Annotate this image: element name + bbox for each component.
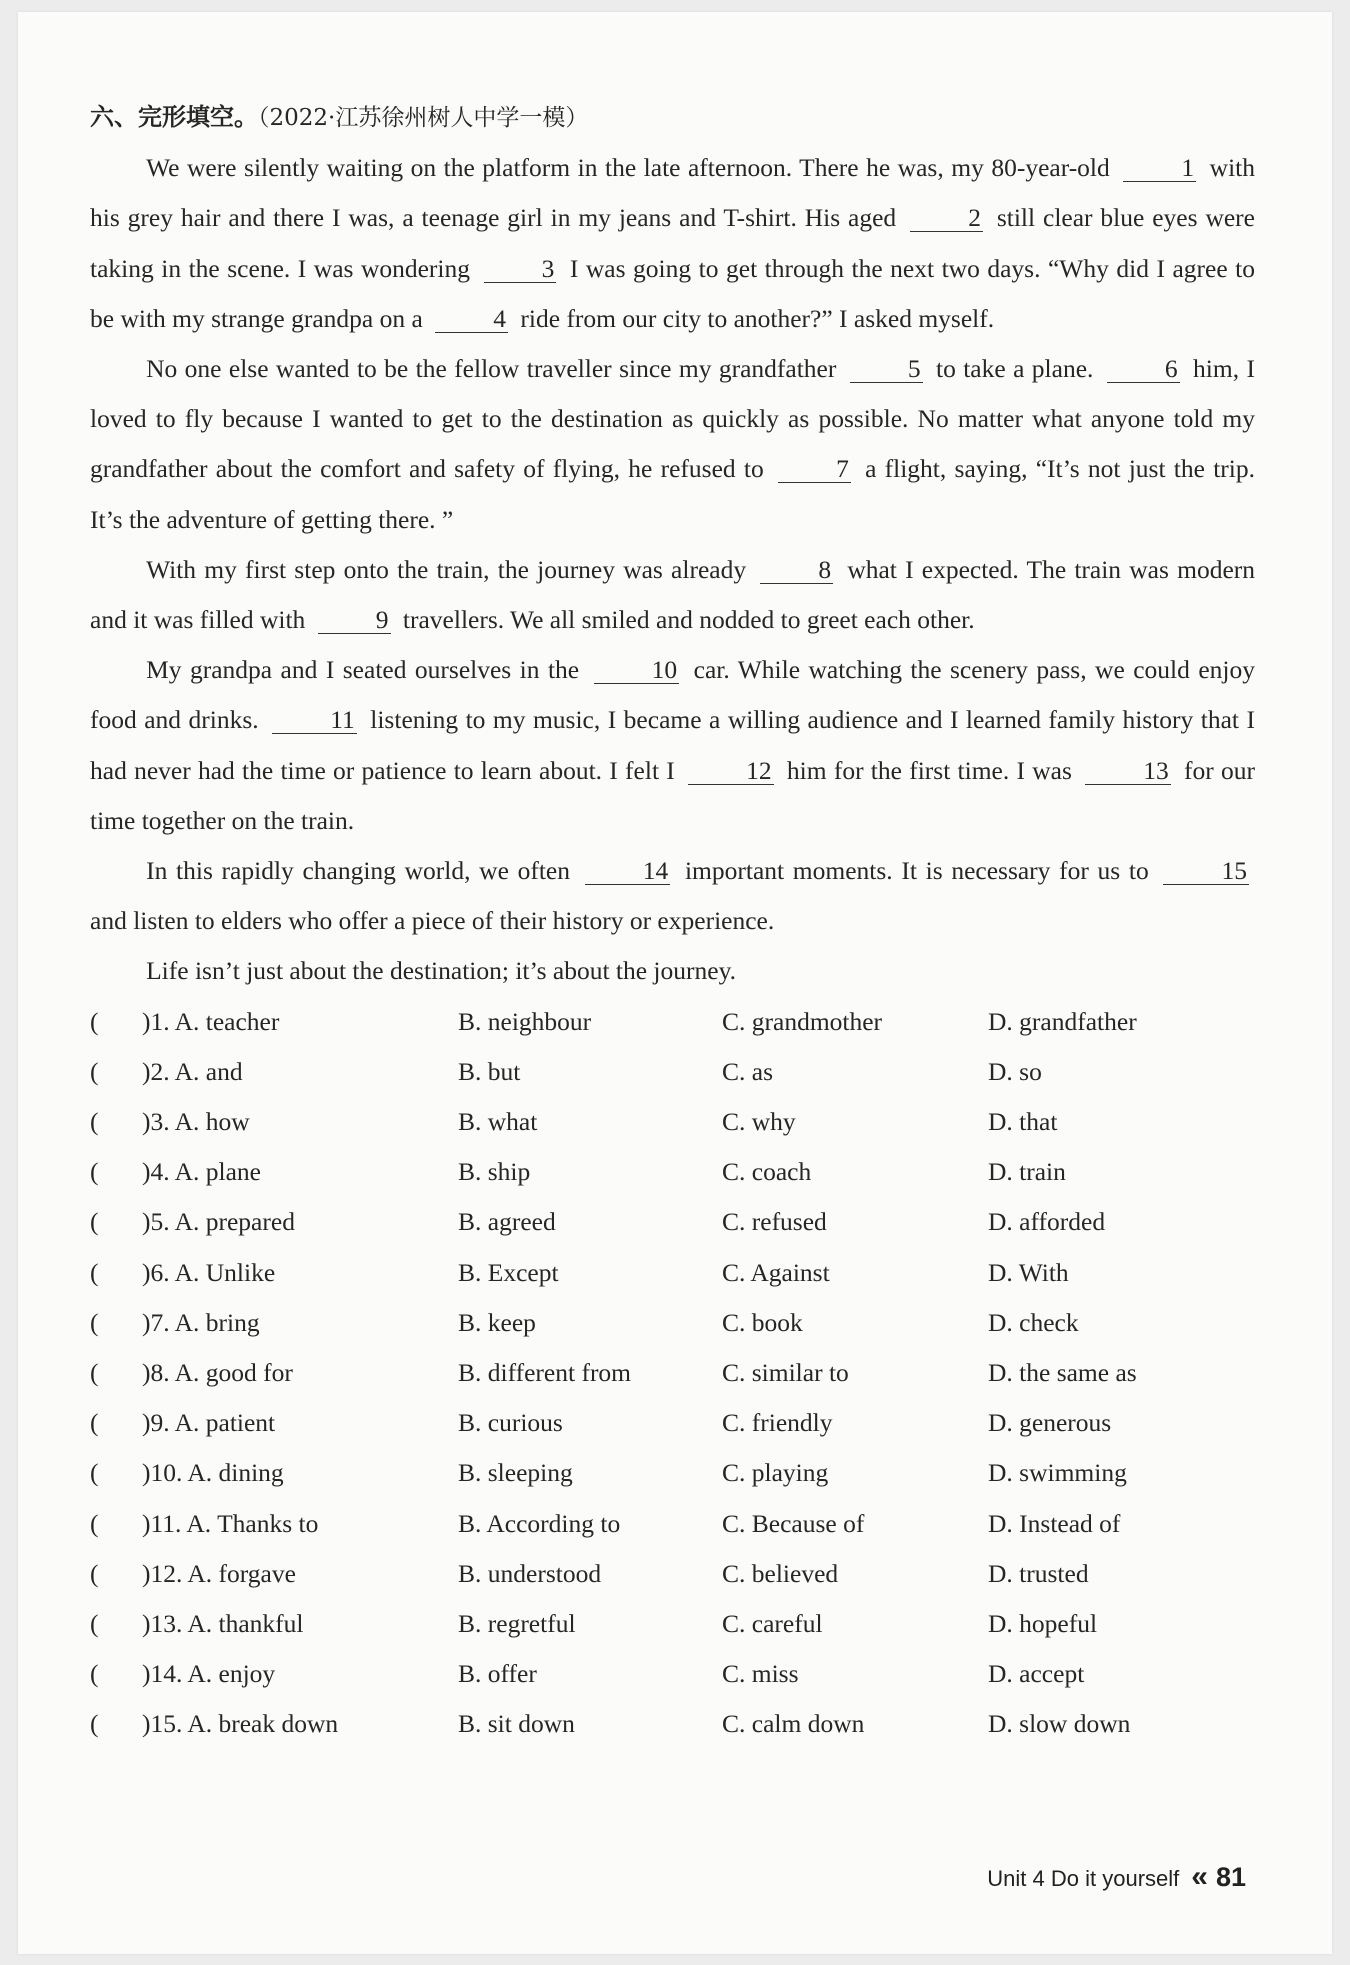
question-row-6 bbox=[90, 1248, 1255, 1298]
blank-5[interactable]: 5 bbox=[850, 356, 923, 383]
option-d: D. With bbox=[988, 1257, 1069, 1287]
passage-text: I was going to get through the next two days. “Why did I agree to be with my strange grandpa on a bbox=[90, 253, 1256, 333]
blank-13[interactable]: 13 bbox=[1085, 758, 1171, 785]
question-row-12 bbox=[90, 1549, 1255, 1599]
option-a: )9. A. patient bbox=[142, 1408, 276, 1438]
option-c: C. refused bbox=[722, 1207, 827, 1237]
option-d: D. that bbox=[988, 1107, 1058, 1137]
question-row-14 bbox=[90, 1649, 1255, 1699]
option-d: D. swimming bbox=[988, 1458, 1127, 1488]
question-row-15 bbox=[90, 1699, 1255, 1749]
option-b: B. regretful bbox=[458, 1608, 576, 1638]
passage-text: My grandpa and I seated ourselves in the bbox=[146, 655, 588, 685]
exercise-content bbox=[90, 92, 1255, 1749]
option-a: )10. A. dining bbox=[142, 1458, 284, 1488]
option-d: D. trusted bbox=[988, 1558, 1089, 1588]
question-row-10 bbox=[90, 1448, 1255, 1498]
question-row-4 bbox=[90, 1147, 1255, 1197]
option-b: B. understood bbox=[458, 1558, 602, 1588]
passage-text: No one else wanted to be the fellow traveller since my grandfather bbox=[146, 354, 844, 384]
page-footer bbox=[987, 1860, 1246, 1894]
option-a: )12. A. forgave bbox=[142, 1558, 296, 1588]
passage-text: a flight, saying, “It’s not just the trip. It’s the adventure of getting there. ” bbox=[90, 454, 1255, 534]
passage-paragraph bbox=[90, 344, 1255, 545]
passage-text: With my first step onto the train, the journey was already bbox=[146, 554, 755, 584]
option-c: C. miss bbox=[722, 1659, 799, 1689]
option-b: B. agreed bbox=[458, 1207, 556, 1237]
option-b: B. sit down bbox=[458, 1709, 575, 1739]
option-a: )11. A. Thanks to bbox=[142, 1508, 319, 1538]
answer-bracket[interactable]: ( bbox=[90, 1006, 99, 1036]
option-b: B. different from bbox=[458, 1357, 632, 1387]
option-b: B. but bbox=[458, 1056, 521, 1086]
answer-bracket[interactable]: ( bbox=[90, 1608, 99, 1638]
option-c: C. coach bbox=[722, 1157, 812, 1187]
question-row-7 bbox=[90, 1298, 1255, 1348]
option-c: C. careful bbox=[722, 1608, 823, 1638]
section-title-source: （2022·江苏徐州树人中学一模） bbox=[258, 105, 589, 131]
answer-bracket[interactable]: ( bbox=[90, 1508, 99, 1538]
answer-bracket[interactable]: ( bbox=[90, 1207, 99, 1237]
answer-options bbox=[90, 997, 1255, 1750]
option-c: C. Against bbox=[722, 1257, 830, 1287]
blank-10[interactable]: 10 bbox=[594, 657, 680, 684]
passage-text: In this rapidly changing world, we often bbox=[146, 856, 579, 886]
option-a: )13. A. thankful bbox=[142, 1608, 304, 1638]
passage-text: him, I loved to fly because I wanted to get to the destination as quickly as possible. No matter what anyone told my grandfather about the comfort and safety of flying, he refused to bbox=[90, 354, 1255, 484]
blank-3[interactable]: 3 bbox=[484, 256, 557, 283]
blank-15[interactable]: 15 bbox=[1163, 858, 1249, 885]
option-d: D. the same as bbox=[988, 1357, 1137, 1387]
answer-bracket[interactable]: ( bbox=[90, 1157, 99, 1187]
answer-bracket[interactable]: ( bbox=[90, 1408, 99, 1438]
passage-text: important moments. It is necessary for us to bbox=[676, 856, 1158, 886]
option-d: D. Instead of bbox=[988, 1508, 1121, 1538]
option-a: )15. A. break down bbox=[142, 1709, 339, 1739]
question-row-9 bbox=[90, 1398, 1255, 1448]
passage-text: for our time together on the train. bbox=[90, 755, 1256, 835]
passage-text: what I expected. The train was modern and it was filled with bbox=[90, 554, 1255, 635]
passage-text: travellers. We all smiled and nodded to greet each other. bbox=[396, 605, 975, 635]
passage-text: We were silently waiting on the platform in the late afternoon. There he was, my 80-year-old bbox=[146, 153, 1118, 183]
section-title bbox=[90, 92, 1255, 143]
passage-text: car. While watching the scenery pass, we could enjoy food and drinks. bbox=[90, 655, 1255, 735]
answer-bracket[interactable]: ( bbox=[90, 1307, 99, 1337]
option-b: B. Except bbox=[458, 1257, 559, 1287]
page-number: 81 bbox=[1215, 1862, 1246, 1892]
option-a: )14. A. enjoy bbox=[142, 1659, 276, 1689]
question-row-3 bbox=[90, 1097, 1255, 1147]
answer-bracket[interactable]: ( bbox=[90, 1558, 99, 1588]
option-b: B. offer bbox=[458, 1659, 537, 1689]
passage-text: to take a plane. bbox=[928, 354, 1101, 384]
question-row-11 bbox=[90, 1499, 1255, 1549]
blank-12[interactable]: 12 bbox=[688, 758, 774, 785]
question-row-1 bbox=[90, 997, 1255, 1047]
option-c: C. friendly bbox=[722, 1408, 833, 1438]
passage-text: listening to my music, I became a willing audience and I learned family history that I had never had the time or patience to learn about. I felt I bbox=[90, 705, 1255, 785]
option-c: C. believed bbox=[722, 1558, 839, 1588]
passage-paragraph bbox=[90, 143, 1255, 344]
option-b: B. sleeping bbox=[458, 1458, 573, 1488]
answer-bracket[interactable]: ( bbox=[90, 1458, 99, 1488]
blank-11[interactable]: 11 bbox=[272, 707, 357, 734]
option-b: B. ship bbox=[458, 1157, 531, 1187]
option-b: B. According to bbox=[458, 1508, 621, 1538]
option-d: D. afforded bbox=[988, 1207, 1106, 1237]
answer-bracket[interactable]: ( bbox=[90, 1709, 99, 1739]
option-a: )4. A. plane bbox=[142, 1157, 261, 1187]
option-a: )6. A. Unlike bbox=[142, 1257, 276, 1287]
double-chevron-left-icon: « bbox=[1191, 1860, 1204, 1893]
option-d: D. check bbox=[988, 1307, 1079, 1337]
blank-6[interactable]: 6 bbox=[1107, 356, 1180, 383]
option-a: )8. A. good for bbox=[142, 1357, 293, 1387]
option-b: B. curious bbox=[458, 1408, 563, 1438]
blank-1[interactable]: 1 bbox=[1123, 155, 1196, 182]
passage-text: Life isn’t just about the destination; it’s about the journey. bbox=[146, 956, 737, 986]
passage-paragraph bbox=[90, 946, 1255, 996]
option-c: C. playing bbox=[722, 1458, 829, 1488]
option-d: D. train bbox=[988, 1157, 1066, 1187]
footer-unit-title: Unit 4 Do it yourself bbox=[987, 1866, 1180, 1891]
answer-bracket[interactable]: ( bbox=[90, 1357, 99, 1387]
passage-text: him for the first time. I was bbox=[779, 755, 1080, 785]
option-d: D. accept bbox=[988, 1659, 1085, 1689]
option-c: C. book bbox=[722, 1307, 803, 1337]
blank-9[interactable]: 9 bbox=[318, 607, 391, 634]
passage-text: ride from our city to another?” I asked myself. bbox=[514, 303, 995, 333]
question-row-5 bbox=[90, 1197, 1255, 1247]
option-d: D. grandfather bbox=[988, 1006, 1137, 1036]
answer-bracket[interactable]: ( bbox=[90, 1056, 99, 1086]
passage-paragraph bbox=[90, 846, 1255, 946]
question-row-8 bbox=[90, 1348, 1255, 1398]
option-c: C. calm down bbox=[722, 1709, 865, 1739]
option-a: )7. A. bring bbox=[142, 1307, 260, 1337]
blank-7[interactable]: 7 bbox=[778, 456, 851, 483]
option-d: D. so bbox=[988, 1056, 1042, 1086]
option-d: D. generous bbox=[988, 1408, 1112, 1438]
question-row-2 bbox=[90, 1047, 1255, 1097]
cloze-passage bbox=[90, 143, 1255, 996]
blank-2[interactable]: 2 bbox=[910, 205, 983, 232]
option-d: D. slow down bbox=[988, 1709, 1131, 1739]
page bbox=[18, 12, 1332, 1954]
option-b: B. keep bbox=[458, 1307, 536, 1337]
answer-bracket[interactable]: ( bbox=[90, 1107, 99, 1137]
blank-14[interactable]: 14 bbox=[585, 858, 671, 885]
passage-text: and listen to elders who offer a piece of their history or experience. bbox=[90, 906, 775, 936]
answer-bracket[interactable]: ( bbox=[90, 1257, 99, 1287]
option-c: C. as bbox=[722, 1056, 773, 1086]
option-a: )3. A. how bbox=[142, 1107, 250, 1137]
passage-paragraph bbox=[90, 545, 1255, 645]
question-row-13 bbox=[90, 1599, 1255, 1649]
option-c: C. similar to bbox=[722, 1357, 849, 1387]
option-c: C. grandmother bbox=[722, 1006, 883, 1036]
option-d: D. hopeful bbox=[988, 1608, 1098, 1638]
passage-text: still clear blue eyes were taking in the scene. I was wondering bbox=[90, 203, 1255, 283]
option-c: C. Because of bbox=[722, 1508, 865, 1538]
option-b: B. neighbour bbox=[458, 1006, 592, 1036]
passage-paragraph bbox=[90, 645, 1255, 846]
option-a: )1. A. teacher bbox=[142, 1006, 280, 1036]
answer-bracket[interactable]: ( bbox=[90, 1659, 99, 1689]
option-b: B. what bbox=[458, 1107, 538, 1137]
option-a: )5. A. prepared bbox=[142, 1207, 295, 1237]
option-c: C. why bbox=[722, 1107, 796, 1137]
section-title-main: 六、完形填空。 bbox=[90, 103, 258, 131]
blank-4[interactable]: 4 bbox=[435, 306, 508, 333]
option-a: )2. A. and bbox=[142, 1056, 243, 1086]
blank-8[interactable]: 8 bbox=[760, 557, 833, 584]
passage-text: with his grey hair and there I was, a teenage girl in my jeans and T-shirt. His aged bbox=[90, 153, 1255, 233]
